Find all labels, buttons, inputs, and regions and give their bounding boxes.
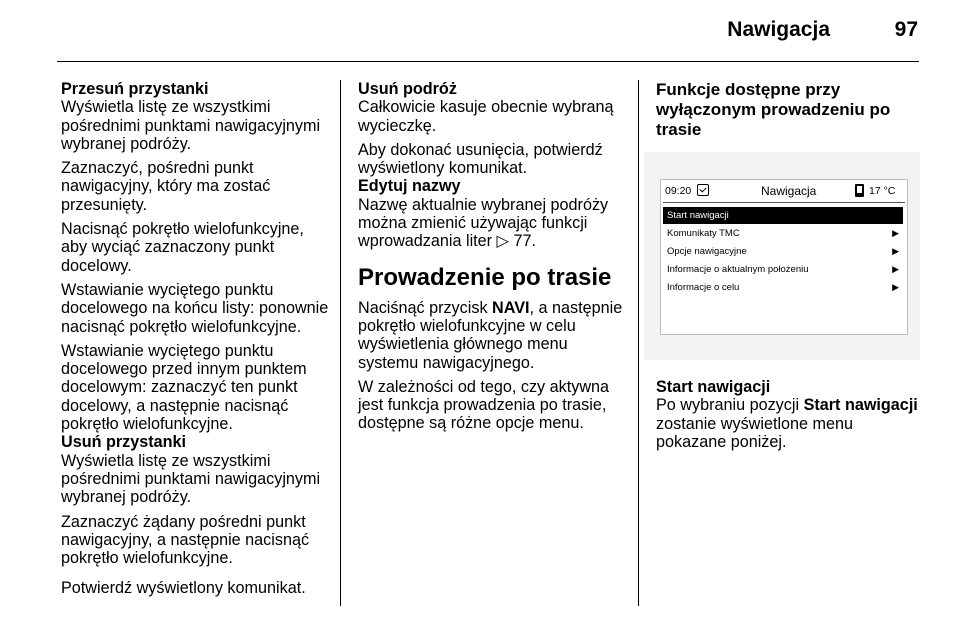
screen-title: Nawigacja bbox=[761, 184, 817, 198]
paragraph bbox=[61, 159, 331, 214]
screen-menu-item-label: Start nawigacji bbox=[667, 210, 729, 221]
text-line: docelowy, a następnie nacisnąć bbox=[61, 396, 289, 415]
text-line: przesunięty. bbox=[61, 195, 148, 214]
navigation-screen-image bbox=[644, 152, 920, 360]
text-line: docelowego na końcu listy: ponownie bbox=[61, 299, 329, 318]
heading-edit-names: Edytuj nazwy bbox=[358, 177, 461, 196]
paragraph bbox=[61, 98, 331, 153]
column-3 bbox=[656, 80, 926, 140]
paragraph bbox=[61, 452, 331, 507]
paragraph bbox=[358, 141, 628, 178]
paragraph bbox=[61, 342, 331, 433]
text-line: Zaznaczyć, pośredni punkt bbox=[61, 159, 254, 178]
column-divider-2 bbox=[638, 80, 639, 606]
text-line: nacisnąć pokrętło wielofunkcyjne. bbox=[61, 317, 302, 336]
screen-temperature: 17 °C bbox=[869, 185, 896, 197]
page-title: Nawigacja bbox=[727, 18, 830, 41]
chevron-right-icon: ▶ bbox=[892, 282, 899, 292]
text-line: nawigacyjny, a następnie nacisnąć bbox=[61, 530, 310, 549]
text-line: aby wyciąć zaznaczony punkt bbox=[61, 238, 275, 257]
text-line: dostępne są różne opcje menu. bbox=[358, 414, 584, 433]
paragraph-navi bbox=[358, 299, 628, 372]
text-line: pokrętło wielofunkcyjne w celu bbox=[358, 316, 576, 335]
column-1 bbox=[61, 80, 331, 604]
paragraph bbox=[358, 98, 628, 135]
text-line: Wyświetla listę ze wszystkimi bbox=[61, 98, 271, 117]
text-line: wybranej podróży. bbox=[61, 488, 192, 507]
text-line: Całkowicie kasuje obecnie wybraną bbox=[358, 98, 614, 117]
text-line: Wstawianie wyciętego punktu bbox=[61, 280, 274, 299]
text-lines bbox=[358, 317, 576, 372]
text-lines bbox=[656, 415, 853, 451]
screen-menu-item[interactable] bbox=[663, 243, 903, 260]
text-line: wprowadzania liter ▷ 77. bbox=[358, 232, 537, 251]
text-line: jest funkcja prowadzenia po trasie, bbox=[358, 396, 607, 415]
text-line: wybranej podróży. bbox=[61, 134, 192, 153]
page-number: 97 bbox=[894, 18, 918, 41]
text-line: wyłączonym prowadzeniu po bbox=[656, 100, 891, 119]
column-2 bbox=[358, 80, 628, 439]
heading-delete-trip: Usuń podróż bbox=[358, 80, 457, 98]
screen-menu-item-label: Informacje o aktualnym położeniu bbox=[667, 264, 809, 275]
heading-functions-without-guidance bbox=[656, 80, 926, 140]
screen-menu-item-label: Komunikaty TMC bbox=[667, 228, 740, 239]
text-line: systemu nawigacyjnego. bbox=[358, 353, 535, 372]
screen-time: 09:20 bbox=[665, 185, 692, 197]
screen-menu-item-label: Informacje o celu bbox=[667, 282, 740, 293]
section-heading-route-guidance: Prowadzenie po trasie bbox=[358, 263, 612, 291]
text-line: trasie bbox=[656, 120, 702, 139]
text-line: pośrednimi punktami nawigacyjnymi bbox=[61, 116, 321, 135]
paragraph bbox=[61, 220, 331, 275]
text-line: Aby dokonać usunięcia, potwierdź bbox=[358, 140, 603, 159]
paragraph bbox=[656, 396, 926, 451]
paragraph bbox=[61, 579, 331, 597]
navi-button-label: NAVI bbox=[492, 298, 530, 317]
column-divider-1 bbox=[340, 80, 341, 606]
heading-move-stops: Przesuń przystanki bbox=[61, 80, 209, 98]
text-line: wyświetlony komunikat. bbox=[358, 159, 528, 178]
text-line: docelowym: zaznaczyć ten punkt bbox=[61, 378, 298, 397]
text-line: Wstawianie wyciętego punktu bbox=[61, 341, 274, 360]
paragraph bbox=[358, 378, 628, 433]
screen-status-bar bbox=[661, 180, 907, 202]
start-navigation-label: Start nawigacji bbox=[803, 396, 918, 415]
text-line: W zależności od tego, czy aktywna bbox=[358, 377, 610, 396]
text-line: Zaznaczyć żądany pośredni punkt bbox=[61, 512, 306, 531]
text-line: docelowego przed innym punktem bbox=[61, 360, 307, 379]
chevron-right-icon: ▶ bbox=[892, 246, 899, 256]
text-line: nawigacyjny, który ma zostać bbox=[61, 177, 271, 196]
text-line: wycieczkę. bbox=[358, 116, 437, 135]
text-line: pokrętło wielofunkcyjne. bbox=[61, 415, 233, 434]
chevron-right-icon: ▶ bbox=[892, 228, 899, 238]
page-header bbox=[0, 16, 960, 48]
column-3-lower bbox=[656, 378, 926, 457]
text: Po wybraniu pozycji bbox=[656, 396, 804, 415]
heading-delete-stops: Usuń przystanki bbox=[61, 433, 187, 452]
screen-divider bbox=[663, 202, 905, 203]
text-line: Funkcje dostępne przy bbox=[656, 80, 841, 99]
text-line: Nacisnąć pokrętło wielofunkcyjne, bbox=[61, 220, 304, 239]
screen-menu-item[interactable] bbox=[663, 279, 903, 296]
text-line: wyświetlenia głównego menu bbox=[358, 335, 568, 354]
paragraph bbox=[61, 281, 331, 336]
chevron-right-icon: ▶ bbox=[892, 264, 899, 274]
paragraph bbox=[358, 196, 628, 251]
text-line: pośrednimi punktami nawigacyjnymi bbox=[61, 469, 321, 488]
text: Naciśnąć przycisk bbox=[358, 298, 493, 317]
header-rule bbox=[57, 61, 919, 62]
text-line: zostanie wyświetlone menu bbox=[656, 414, 854, 433]
heading-start-navigation: Start nawigacji bbox=[656, 378, 771, 396]
screen-menu-item[interactable] bbox=[663, 261, 903, 278]
screen-menu-item[interactable] bbox=[663, 207, 903, 224]
text-line: można zmienić używając funkcji bbox=[358, 214, 588, 233]
text-line: docelowy. bbox=[61, 256, 132, 275]
text-line: Nazwę aktualnie wybranej podróży bbox=[358, 195, 609, 214]
phone-icon bbox=[855, 184, 864, 197]
paragraph bbox=[61, 513, 331, 568]
text-line: pokazane poniżej. bbox=[656, 432, 787, 451]
navigation-screen bbox=[660, 179, 908, 335]
text-line: pokrętło wielofunkcyjne. bbox=[61, 549, 233, 568]
text-line: Potwierdź wyświetlony komunikat. bbox=[61, 579, 306, 598]
text-line: Wyświetla listę ze wszystkimi bbox=[61, 451, 271, 470]
screen-menu-item-label: Opcje nawigacyjne bbox=[667, 246, 747, 257]
text: , a następnie bbox=[529, 298, 623, 317]
clock-icon bbox=[697, 184, 709, 196]
screen-menu-item[interactable] bbox=[663, 225, 903, 242]
